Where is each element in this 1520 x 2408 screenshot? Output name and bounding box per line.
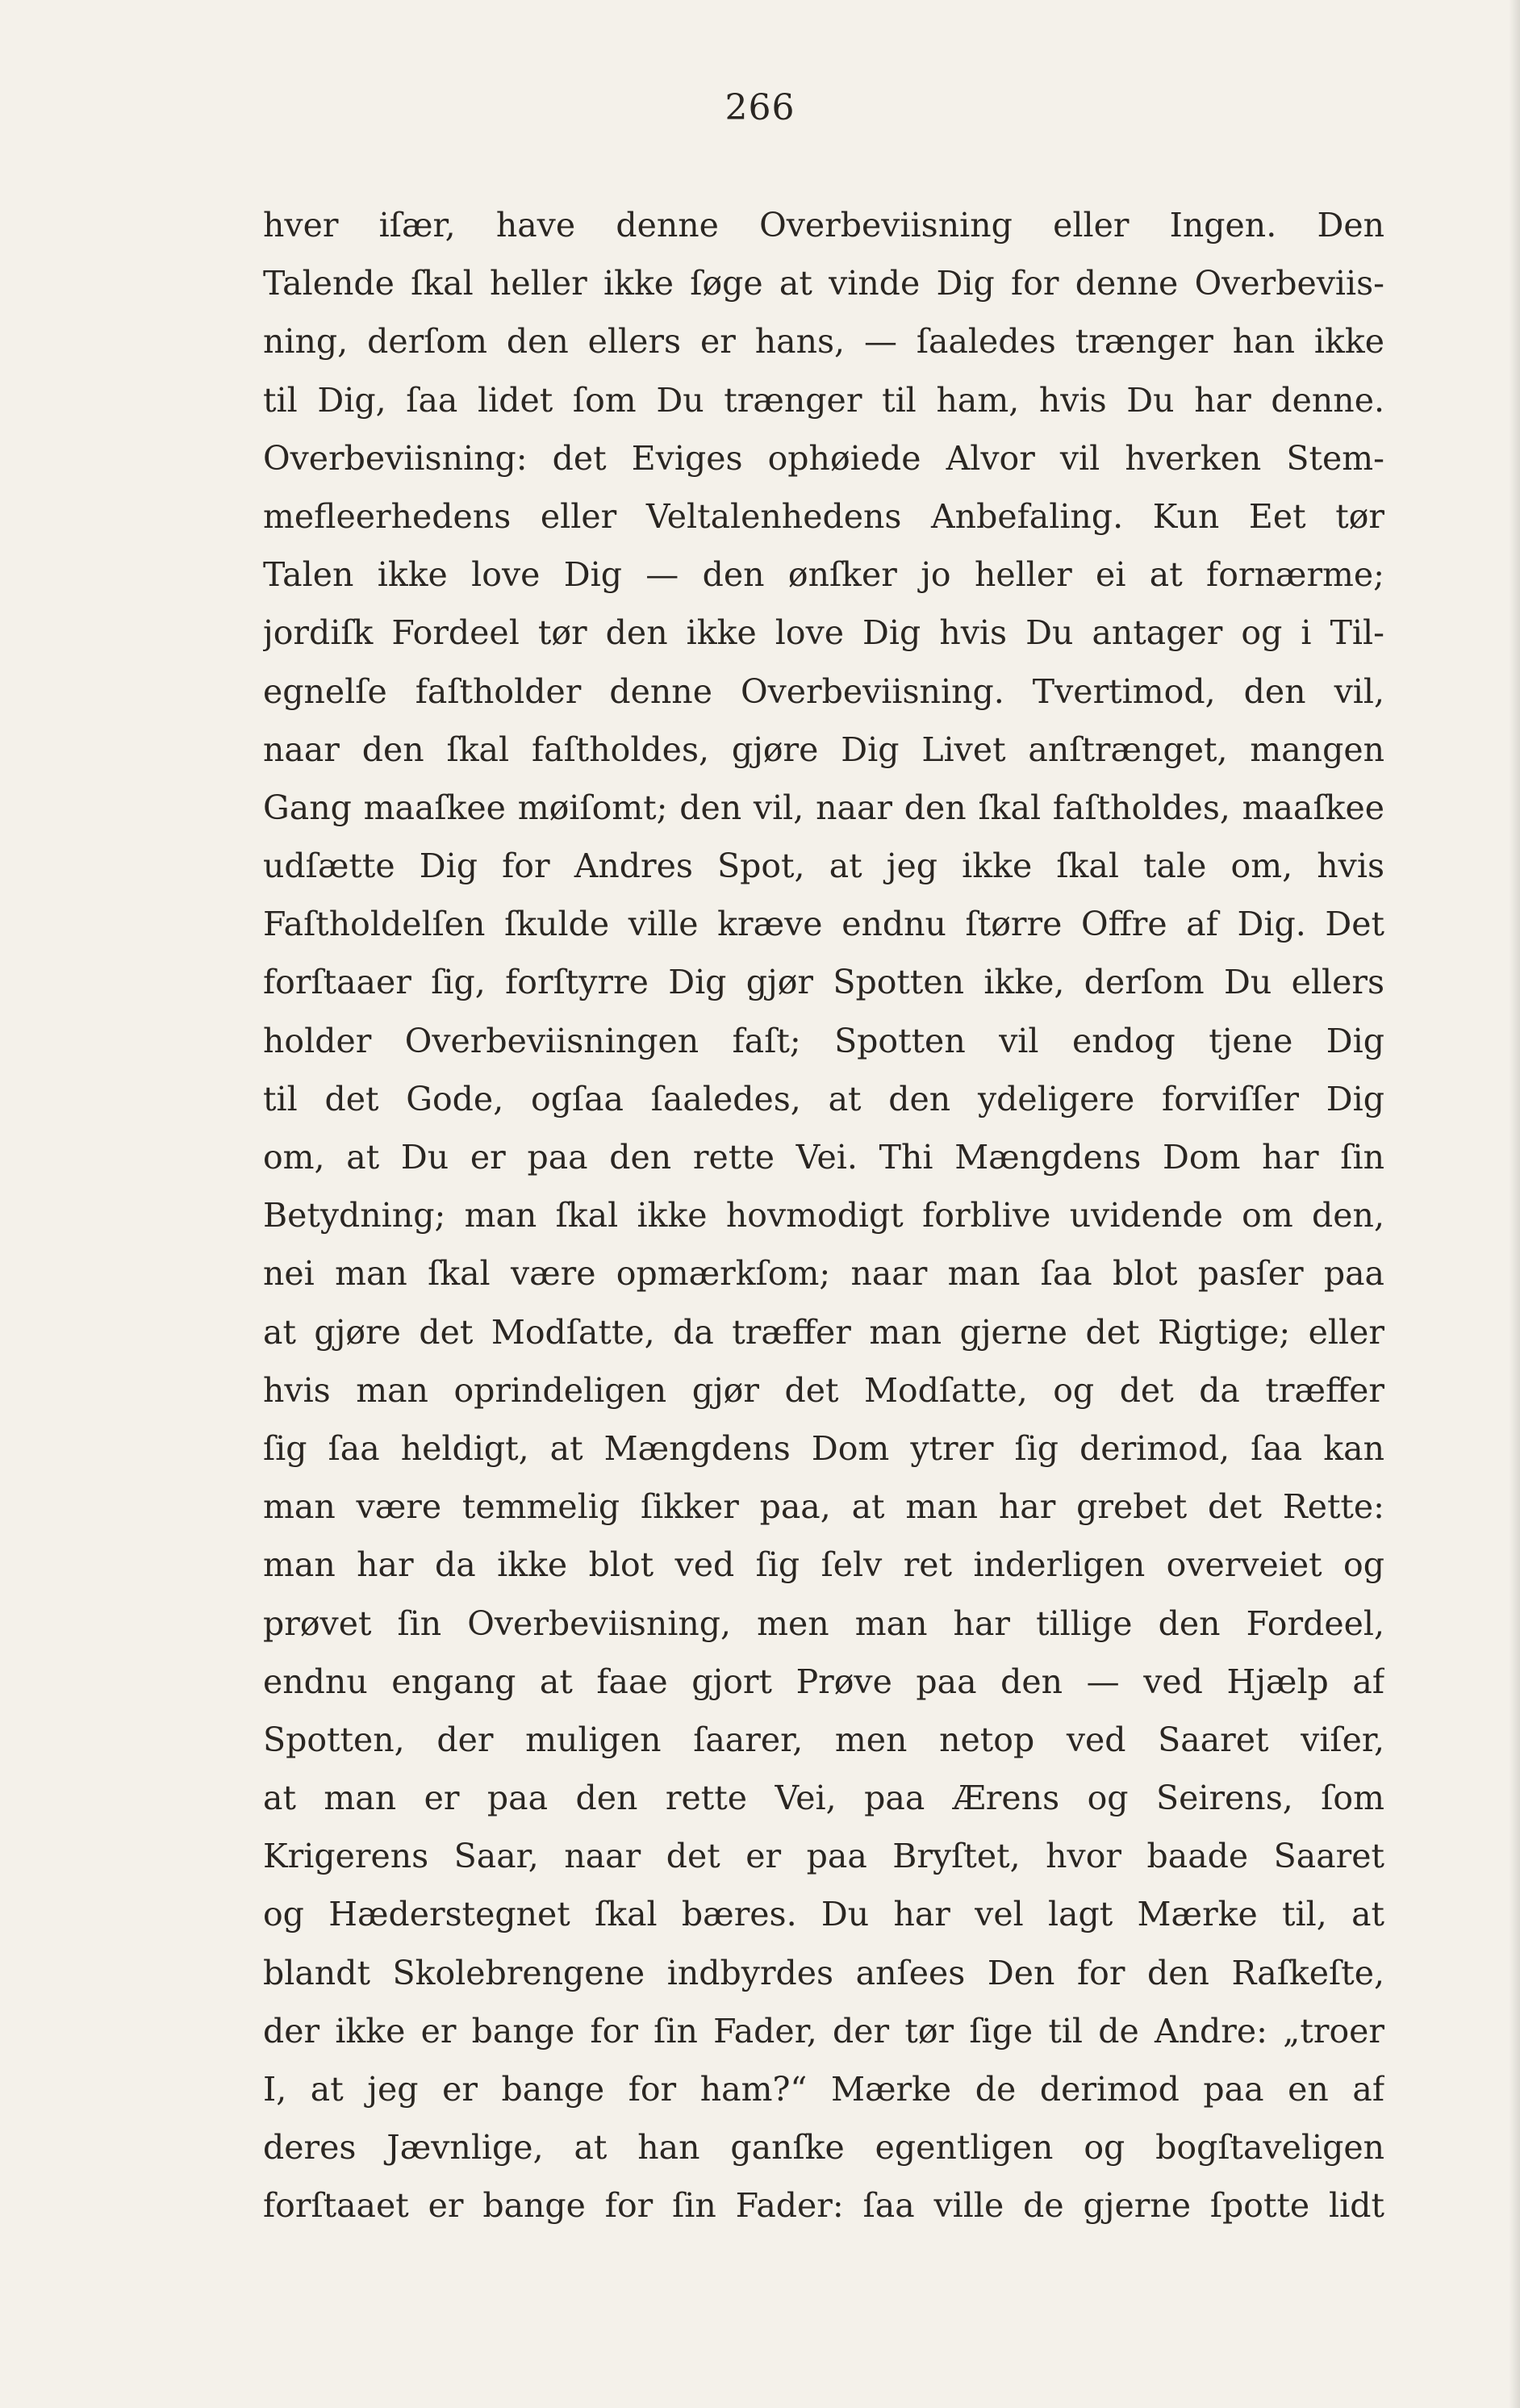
- text-line: man har da ikke blot ved ſig ſelv ret inderligen overveiet og: [263, 1545, 1384, 1585]
- text-line: Gang maaſkee møiſomt; den vil, naar den ſkal faſtholdes, maaſkee: [263, 788, 1384, 827]
- text-line: Talen ikke love Dig — den ønſker jo heller ei at fornærme;: [263, 555, 1384, 595]
- text-line: man være temmelig ſikker paa, at man har grebet det Rette:: [263, 1487, 1384, 1527]
- text-line: til det Gode, ogſaa ſaaledes, at den ydeligere forviſſer Dig: [263, 1079, 1384, 1118]
- text-line: naar den ſkal faſtholdes, gjøre Dig Livet anſtrænget, mangen: [263, 730, 1384, 769]
- text-line: mefleerhedens eller Veltalenhedens Anbefaling. Kun Eet tør: [263, 496, 1384, 536]
- text-line: Talende ſkal heller ikke ſøge at vinde Dig for denne Overbeviis-: [263, 264, 1384, 303]
- text-line: Krigerens Saar, naar det er paa Bryſtet, hvor baade Saaret: [263, 1837, 1384, 1876]
- text-line: hver iſær, have denne Overbeviisning eller Ingen. Den: [263, 206, 1384, 245]
- text-line: udſætte Dig for Andres Spot, at jeg ikke ſkal tale om, hvis: [263, 847, 1384, 886]
- text-line: deres Jævnlige, at han ganſke egentligen og bogſtaveligen: [263, 2128, 1384, 2168]
- page-number: 266: [725, 87, 795, 128]
- text-line: at gjøre det Modſatte, da træffer man gjerne det Rigtige; eller: [263, 1312, 1384, 1352]
- text-line: at man er paa den rette Vei, paa Ærens og Seirens, ſom: [263, 1779, 1384, 1818]
- body-text: [263, 196, 1384, 2235]
- text-line: nei man ſkal være opmærkſom; naar man ſaa blot pasſer paa: [263, 1254, 1384, 1294]
- text-line: Faſtholdelſen ſkulde ville kræve endnu ſtørre Offre af Dig. Det: [263, 905, 1384, 944]
- text-line: Betydning; man ſkal ikke hovmodigt forblive uvidende om den,: [263, 1196, 1384, 1235]
- text-line: forſtaaer ſig, forſtyrre Dig gjør Spotten ikke, derſom Du ellers: [263, 963, 1384, 1002]
- text-line: I, at jeg er bange for ham?“ Mærke de derimod paa en af: [263, 2070, 1384, 2109]
- text-line: ſig ſaa heldigt, at Mængdens Dom ytrer ſig derimod, ſaa kan: [263, 1428, 1384, 1468]
- text-line: blandt Skolebrengene indbyrdes anſees Den for den Raſkeſte,: [263, 1953, 1384, 1992]
- text-line: der ikke er bange for ſin Fader, der tør ſige til de Andre: „troer: [263, 2011, 1384, 2051]
- text-line: jordiſk Fordeel tør den ikke love Dig hvis Du antager og i Til-: [263, 613, 1384, 653]
- text-line: forſtaaet er bange for ſin Fader: ſaa ville de gjerne ſpotte lidt: [263, 2186, 1384, 2226]
- text-line: prøvet ſin Overbeviisning, men man har tillige den Fordeel,: [263, 1603, 1384, 1643]
- text-line: Overbeviisning: det Eviges ophøiede Alvor vil hverken Stem-: [263, 438, 1384, 478]
- text-line: endnu engang at faae gjort Prøve paa den — ved Hjælp af: [263, 1662, 1384, 1701]
- text-line: holder Overbeviisningen faſt; Spotten vil endog tjene Dig: [263, 1021, 1384, 1060]
- text-line: Spotten, der muligen ſaarer, men netop ved Saaret viſer,: [263, 1720, 1384, 1759]
- text-line: om, at Du er paa den rette Vei. Thi Mængdens Dom har ſin: [263, 1138, 1384, 1177]
- text-line: ning, derſom den ellers er hans, — ſaaledes trænger han ikke: [263, 322, 1384, 362]
- page-edge-shadow: [1509, 0, 1520, 2408]
- text-line: og Hæderstegnet ſkal bæres. Du har vel lagt Mærke til, at: [263, 1895, 1384, 1934]
- text-line: egnelſe faſtholder denne Overbeviisning. Tvertimod, den vil,: [263, 671, 1384, 711]
- text-line: til Dig, ſaa lidet ſom Du trænger til ham, hvis Du har denne.: [263, 380, 1384, 420]
- text-line: hvis man oprindeligen gjør det Modſatte, og det da træffer: [263, 1370, 1384, 1410]
